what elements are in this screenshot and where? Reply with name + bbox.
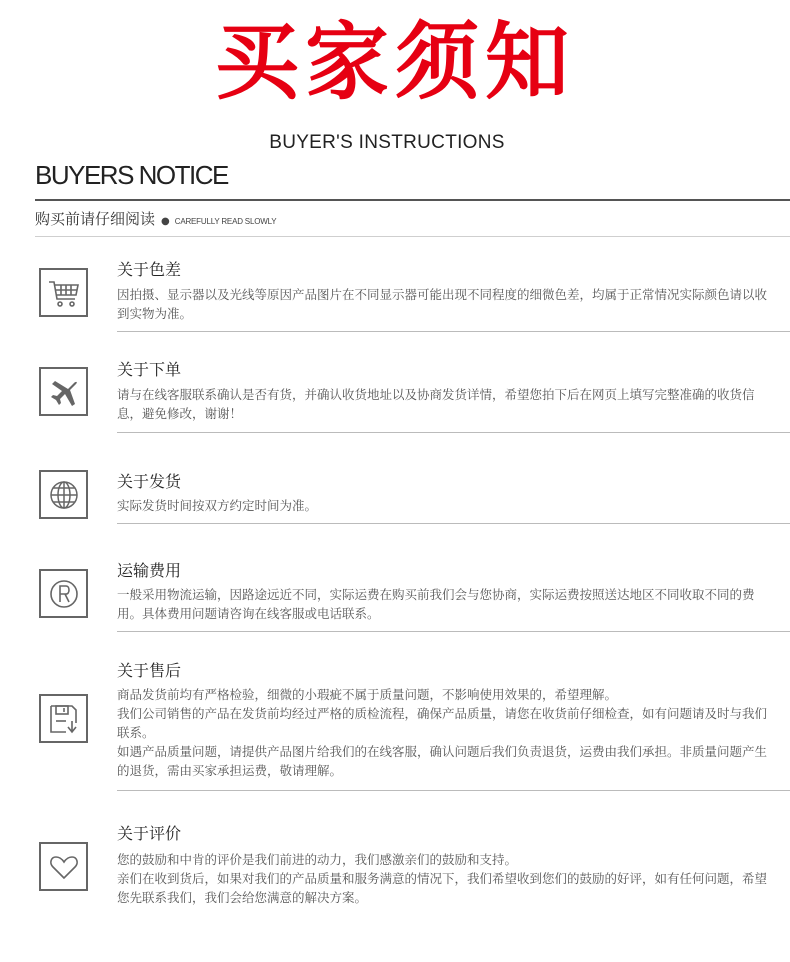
heading-divider	[35, 199, 790, 201]
section-divider	[117, 523, 790, 524]
save-download-icon	[39, 694, 88, 743]
section-title: 关于评价	[117, 824, 182, 843]
registered-icon	[39, 569, 88, 618]
section-divider	[117, 631, 790, 632]
bullet-dot: ●	[161, 216, 170, 227]
section-paragraph: 亲们在收到货后，如果对我们的产品质量和服务满意的情况下，我们希望收到您们的鼓励的好评，如有任何问题，希望您先联系我们，我们会给您满意的解决方案。	[117, 871, 768, 905]
section-divider	[117, 432, 790, 433]
section-text	[117, 685, 767, 780]
read-carefully-cn: 购买前请仔细阅读	[35, 210, 156, 228]
section-paragraph: 一般采用物流运输，因路途远近不同，实际运费在购买前我们会与您协商，实际运费按照送达地区不同收取不同的费用。具体费用问题请咨询在线客服或电话联系。	[117, 587, 755, 621]
globe-icon	[39, 470, 88, 519]
subheading-divider	[35, 236, 790, 237]
section-title: 关于色差	[117, 260, 182, 279]
section-text	[117, 385, 767, 423]
notice-heading: BUYERS NOTICE	[35, 160, 228, 190]
section-paragraph: 实际发货时间按双方约定时间为准。	[117, 498, 318, 513]
section-paragraph: 商品发货前均有严格检验，细微的小瑕疵不属于质量问题，不影响使用效果的，希望理解。	[117, 687, 618, 702]
section-paragraph: 我们公司销售的产品在发货前均经过严格的质检流程，确保产品质量，请您在收货前仔细检查，如有问题请及时与我们联系。	[117, 706, 768, 740]
section-title: 关于下单	[117, 360, 182, 379]
read-carefully-line	[35, 208, 276, 229]
sub-title: BUYER'S INSTRUCTIONS	[269, 132, 505, 153]
section-paragraph: 如遇产品质量问题，请提供产品图片给我们的在线客服，确认问题后我们负责退货，运费由我们承担。非质量问题产生的退货，需由买家承担运费，敬请理解。	[117, 744, 768, 778]
section-paragraph: 请与在线客服联系确认是否有货，并确认收货地址以及协商发货详情，希望您拍下后在网页上填写完整准确的收货信息，避免修改，谢谢！	[117, 387, 755, 421]
heart-icon	[39, 842, 88, 891]
section-divider	[117, 331, 790, 332]
section-text	[117, 285, 767, 323]
section-text	[117, 585, 767, 623]
shopping-cart-icon	[39, 268, 88, 317]
section-title: 关于发货	[117, 472, 182, 491]
airplane-icon	[39, 367, 88, 416]
read-carefully-en: CAREFULLY READ SLOWLY	[174, 217, 277, 226]
section-title: 运输费用	[117, 561, 182, 580]
section-paragraph: 您的鼓励和中肯的评价是我们前进的动力，我们感激亲们的鼓励和支持。	[117, 852, 518, 867]
main-title: 买家须知	[214, 13, 575, 111]
section-text	[117, 850, 767, 907]
section-title: 关于售后	[117, 661, 182, 680]
section-divider	[117, 790, 790, 791]
section-text	[117, 496, 767, 515]
section-paragraph: 因拍摄、显示器以及光线等原因产品图片在不同显示器可能出现不同程度的细微色差，均属于正常情况实际颜色请以收到实物为准。	[117, 287, 768, 321]
